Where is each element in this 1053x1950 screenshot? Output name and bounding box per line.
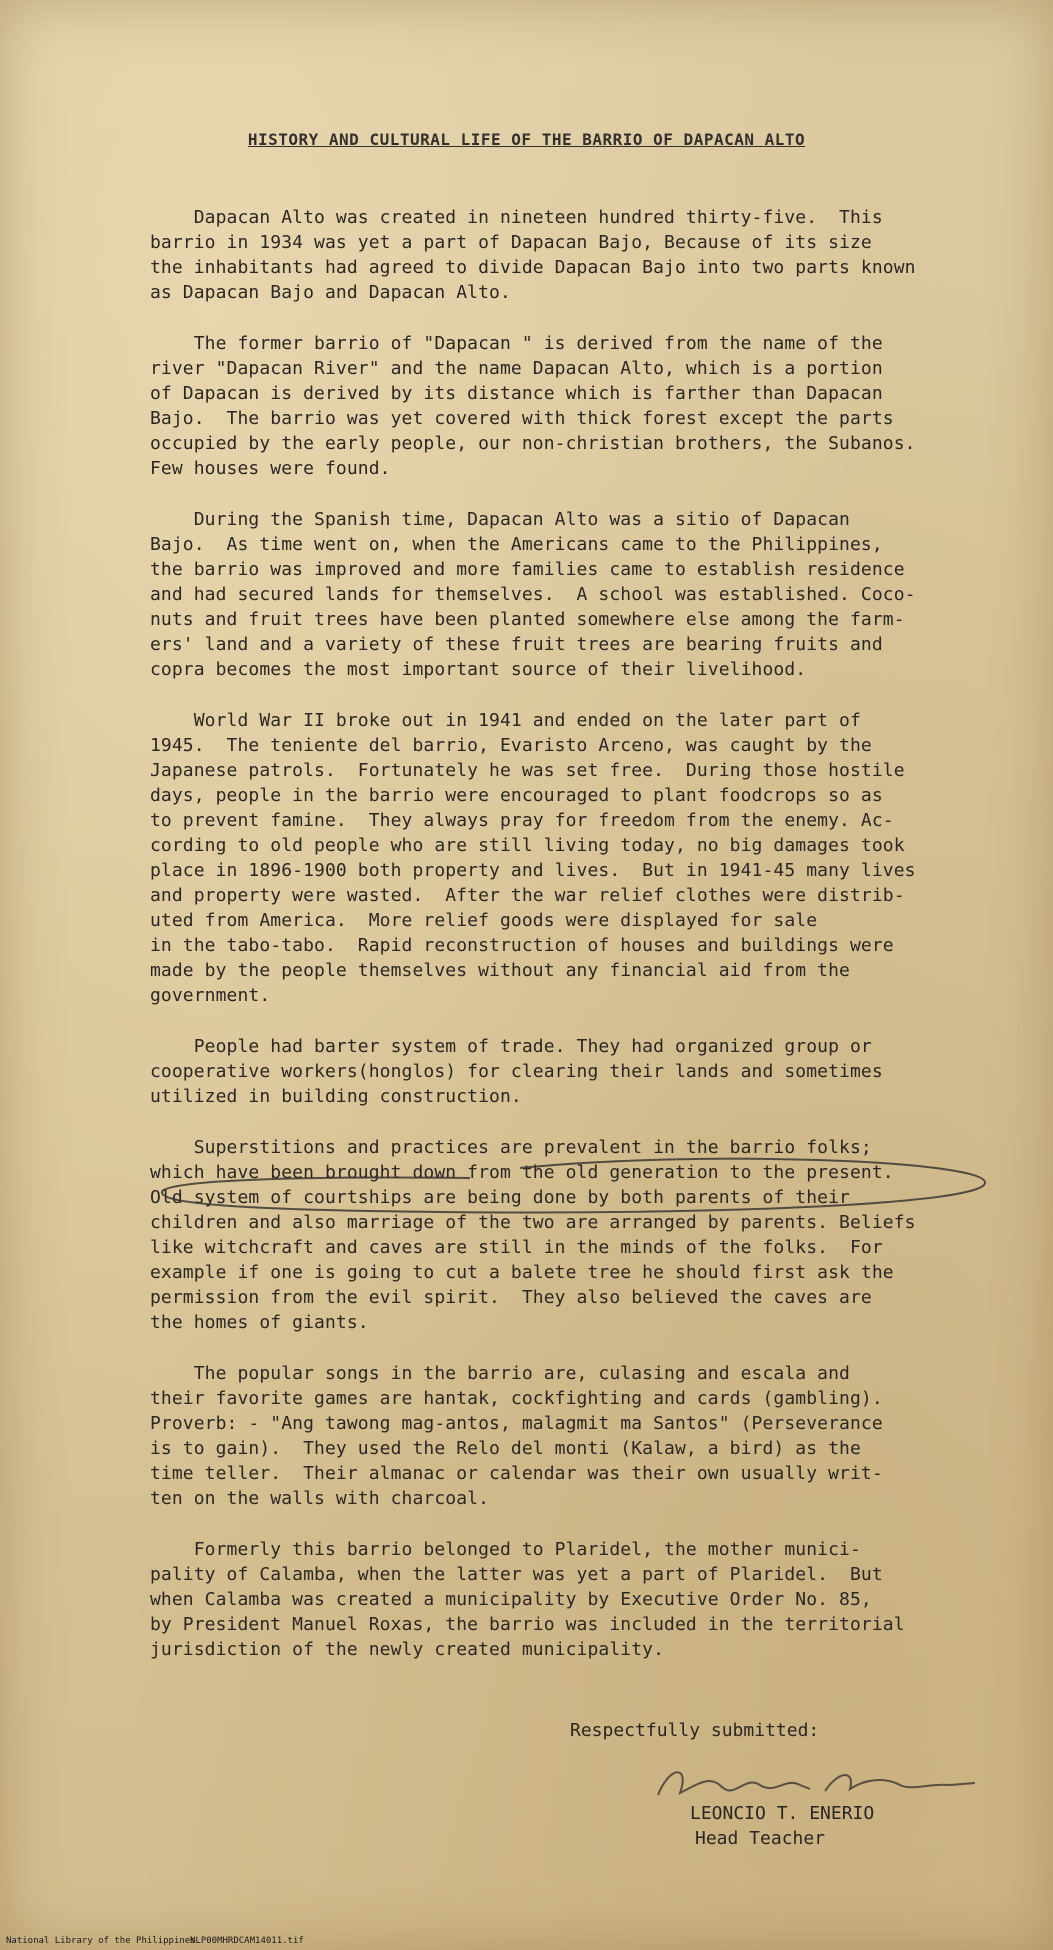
closing-line: Respectfully submitted: — [570, 1720, 820, 1741]
signatory-title: Head Teacher — [695, 1828, 826, 1849]
paragraph-7: The popular songs in the barrio are, culasing and escala and their favorite games are hantak, cockfighting and cards (gambling). Proverb: - "Ang tawong mag-antos, malagmit ma Santos" (Perseverance is to gain). They used the Relo del monti (Kalaw, a bird) as the time teller. Their almanac or calendar was their own usually writ- ten on the walls with charcoal. — [150, 1363, 883, 1509]
paragraph-3: During the Spanish time, Dapacan Alto was a sitio of Dapacan Bajo. As time went on, when the Americans came to the Philippines, the barrio was improved and more families came to establish residence and had secured lands for themselves. A school was established. Coco- nuts and fruit trees have been planted somewhere else among the farm- ers' land and a variety of these fruit trees are bearing fruits and copra becomes the most important source of their livelihood. — [150, 509, 916, 680]
paragraph-6: Superstitions and practices are prevalent in the barrio folks; which have been brought down from the old generation to the present. Old system of courtships are being done by both parents of their children and also marriage of the two are arranged by parents. Beliefs like witchcraft and caves are still in the minds of the folks. For example if one is going to cut a balete tree he should first ask the permission from the evil spirit. They also believed the caves are the homes of giants. — [150, 1137, 916, 1333]
paragraph-5: People had barter system of trade. They had organized group or cooperative workers(honglos) for clearing their lands and sometimes utilized in building construction. — [150, 1036, 883, 1107]
handwritten-signature — [650, 1755, 980, 1815]
paragraph-1: Dapacan Alto was created in nineteen hundred thirty-five. This barrio in 1934 was yet a part of Dapacan Bajo, Because of its size the inhabitants had agreed to divide Dapacan Bajo into two parts known as Dapacan Bajo and Dapacan Alto. — [150, 207, 916, 303]
footer-source: National Library of the Philippines — [6, 1936, 196, 1946]
document-body — [150, 205, 990, 1688]
paragraph-2: The former barrio of "Dapacan " is derived from the name of the river "Dapacan River" and the name Dapacan Alto, which is a portion of Dapacan is derived by its distance which is farther than Dapacan Bajo. The barrio was yet covered with thick forest except the parts occupied by the early people, our non-christian brothers, the Subanos. Few houses were found. — [150, 333, 916, 479]
paragraph-8: Formerly this barrio belonged to Plaridel, the mother munici- pality of Calamba, when the latter was yet a part of Plaridel. But when Calamba was created a municipality by Executive Order No. 85, by President Manuel Roxas, the barrio was included in the territorial jurisdiction of the newly created municipality. — [150, 1539, 905, 1660]
signature-stroke — [658, 1772, 975, 1795]
document-title: HISTORY AND CULTURAL LIFE OF THE BARRIO OF DAPACAN ALTO — [247, 130, 806, 149]
signatory-name: LEONCIO T. ENERIO — [690, 1803, 875, 1824]
footer-file-ref: NLP00MHRDCAM14011.tif — [190, 1936, 304, 1946]
paragraph-4: World War II broke out in 1941 and ended on the later part of 1945. The teniente del barrio, Evaristo Arceno, was caught by the Japanese patrols. Fortunately he was set free. During those hostile days, people in the barrio were encouraged to plant foodcrops so as to prevent famine. They always pray for freedom from the enemy. Ac- cording to old people who are still living today, no big damages took place in 1896-1900 both property and lives. But in 1941-45 many lives and property were wasted. After the war relief clothes were distrib- uted from America. More relief goods were displayed for sale in the tabo-tabo. Rapid reconstruction of houses and buildings were made by the people themselves without any financial aid from the government. — [150, 710, 916, 1006]
